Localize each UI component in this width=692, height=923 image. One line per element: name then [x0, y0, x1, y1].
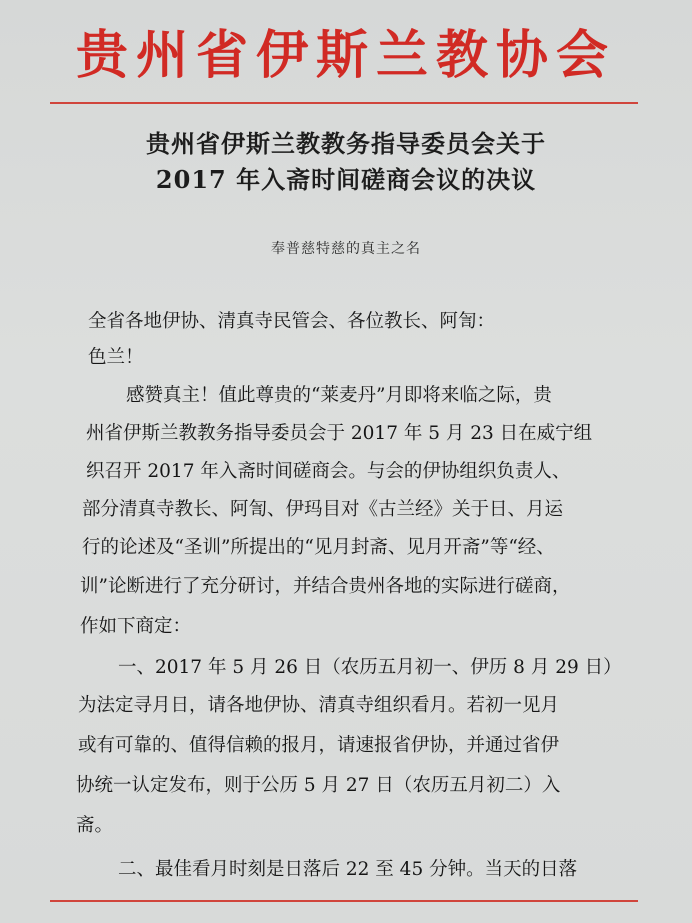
body-line: 部分清真寺教长、阿訇、伊玛目对《古兰经》关于日、月运 [82, 499, 564, 520]
body-line: 或有可靠的、值得信赖的报月，请速报省伊协，并通过省伊 [78, 735, 560, 756]
body-line: 一、2017 年 5 月 26 日（农历五月初一、伊历 8 月 29 日） [118, 657, 622, 678]
salutation-line: 全省各地伊协、清真寺民管会、各位教长、阿訇： [88, 311, 496, 332]
body-line: 斋。 [76, 815, 114, 836]
document-title-line-2: 2017 年入斋时间磋商会议的决议 [155, 165, 537, 194]
body-line: 二、最佳看月时刻是日落后 22 至 45 分钟。当天的日落 [118, 859, 578, 880]
body-line: 协统一认定发布，则于公历 5 月 27 日（农历五月初二）入 [76, 775, 561, 796]
basmala: 奉普慈特慈的真主之名 [271, 241, 421, 257]
body-line: 州省伊斯兰教教务指导委员会于 2017 年 5 月 23 日在威宁组 [86, 423, 593, 444]
document-title-line-1: 贵州省伊斯兰教教务指导委员会关于 [146, 129, 546, 158]
letterhead-organization: 贵州省伊斯兰教协会 [75, 26, 616, 86]
body-line: 为法定寻月日，请各地伊协、清真寺组织看月。若初一见月 [78, 695, 560, 716]
letterhead-red-rule [50, 102, 638, 104]
body-line: 行的论述及“圣训”所提出的“见月封斋、见月开斋”等“经、 [82, 537, 555, 558]
body-line: 感赞真主！值此尊贵的“莱麦丹”月即将来临之际，贵 [126, 385, 552, 406]
footer-red-rule [50, 900, 638, 902]
greeting-line: 色兰！ [88, 347, 144, 368]
body-line: 作如下商定： [80, 616, 192, 637]
body-line: 织召开 2017 年入斋时间磋商会。与会的伊协组织负责人、 [86, 461, 571, 482]
body-line: 训”论断进行了充分研讨，并结合贵州各地的实际进行磋商， [80, 576, 571, 597]
